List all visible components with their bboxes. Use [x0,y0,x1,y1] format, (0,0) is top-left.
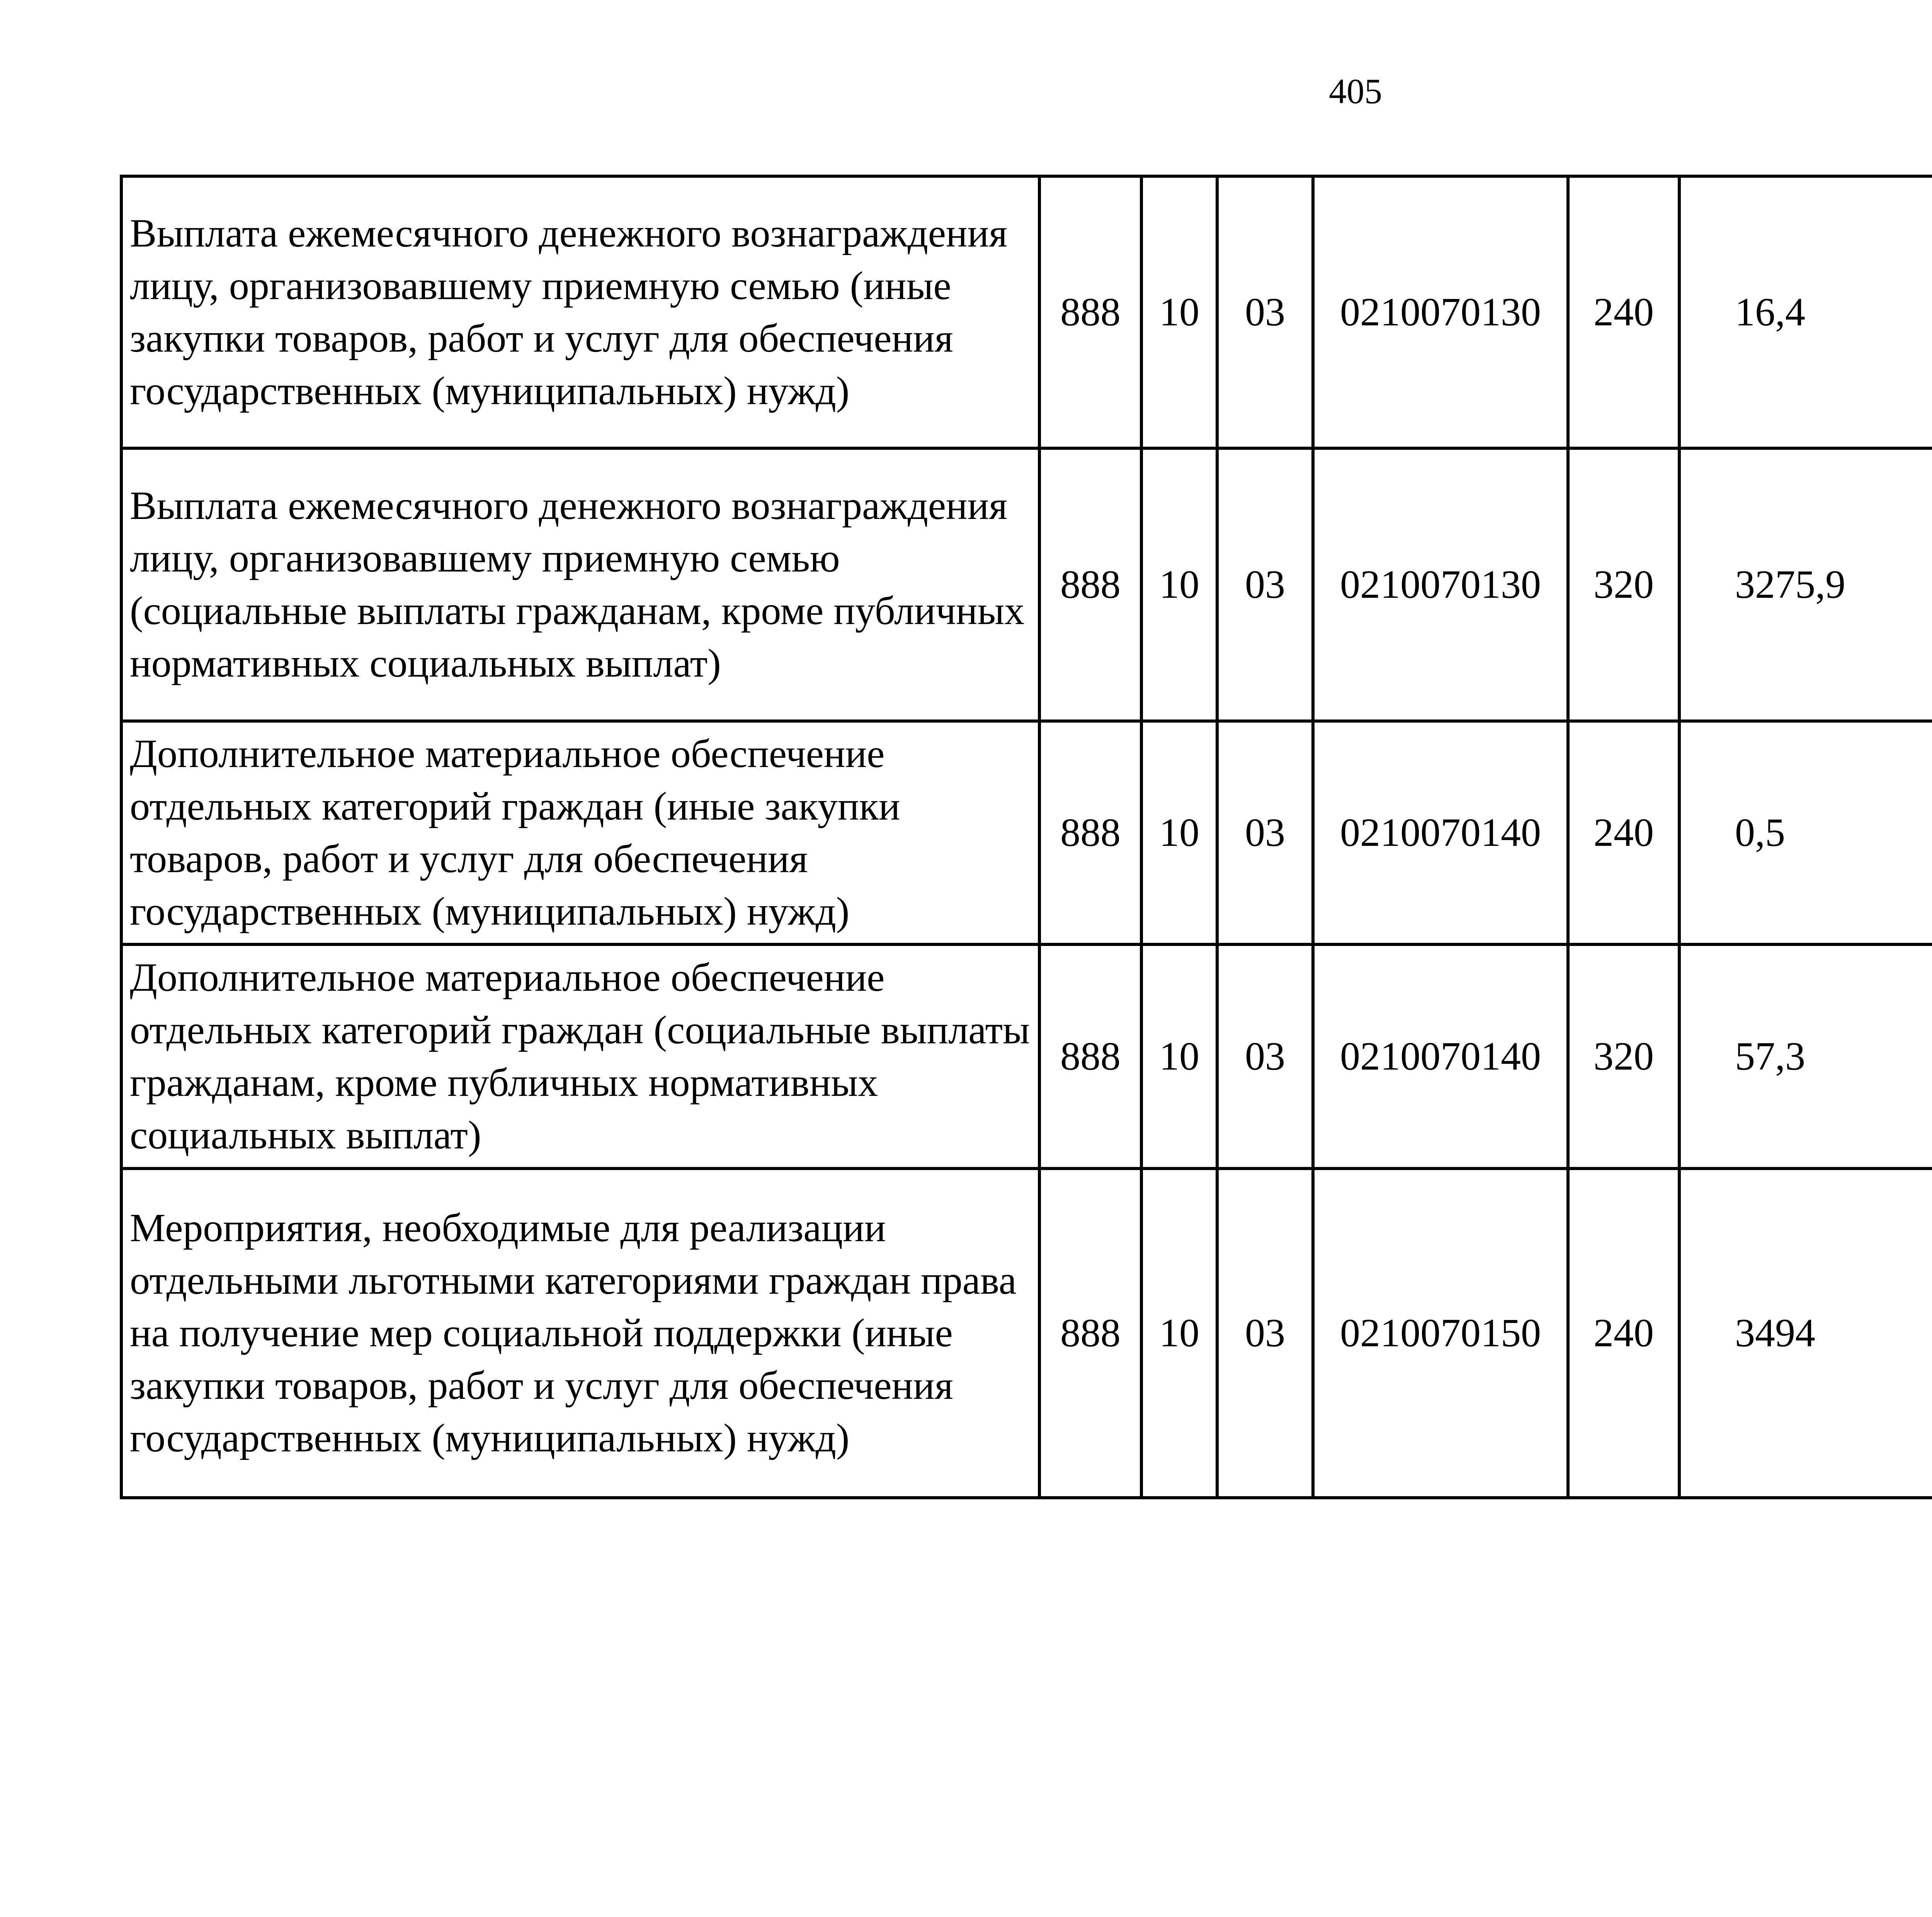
subsection-code: 03 [1217,448,1313,721]
row-description: Дополнительное материальное обеспечение отдельных категорий граждан (социальные выплаты гражданам, кроме публичных нормативных социальных выплат) [121,944,1039,1169]
ministry-code: 888 [1039,721,1141,944]
amount-year-1: 0,5 [1679,721,1932,944]
table-row [121,448,1932,721]
expense-type-code: 240 [1568,721,1679,944]
expense-type-code: 320 [1568,448,1679,721]
subsection-code: 03 [1217,176,1313,448]
target-article-code: 0210070130 [1313,448,1568,721]
target-article-code: 0210070150 [1313,1169,1568,1498]
section-code: 10 [1141,1169,1217,1498]
subsection-code: 03 [1217,944,1313,1169]
ministry-code: 888 [1039,448,1141,721]
target-article-code: 0210070140 [1313,944,1568,1169]
expense-type-code: 320 [1568,944,1679,1169]
expense-type-code: 240 [1568,176,1679,448]
row-description: Выплата ежемесячного денежного вознаграждения лицу, организовавшему приемную семью (иные закупки товаров, работ и услуг для обеспечения государственных (муниципальных) нужд) [121,176,1039,448]
amount-year-1: 16,4 [1679,176,1932,448]
page-number: 405 [1329,71,1382,111]
amount-year-1: 57,3 [1679,944,1932,1169]
section-code: 10 [1141,944,1217,1169]
amount-year-1: 3494 [1679,1169,1932,1498]
budget-table [120,175,1932,1499]
target-article-code: 0210070140 [1313,721,1568,944]
ministry-code: 888 [1039,176,1141,448]
table-row [121,721,1932,944]
section-code: 10 [1141,448,1217,721]
table-row [121,176,1932,448]
target-article-code: 0210070130 [1313,176,1568,448]
section-code: 10 [1141,721,1217,944]
table-row [121,944,1932,1169]
row-description: Выплата ежемесячного денежного вознаграждения лицу, организовавшему приемную семью (социальные выплаты гражданам, кроме публичных нормативных социальных выплат) [121,448,1039,721]
expense-type-code: 240 [1568,1169,1679,1498]
row-description: Дополнительное материальное обеспечение отдельных категорий граждан (иные закупки товаров, работ и услуг для обеспечения государственных (муниципальных) нужд) [121,721,1039,944]
amount-year-1: 3275,9 [1679,448,1932,721]
table-row [121,1169,1932,1498]
subsection-code: 03 [1217,721,1313,944]
subsection-code: 03 [1217,1169,1313,1498]
row-description: Мероприятия, необходимые для реализации отдельными льготными категориями граждан права на получение мер социальной поддержки (иные закупки товаров, работ и услуг для обеспечения государственных (муниципальных) нужд) [121,1169,1039,1498]
section-code: 10 [1141,176,1217,448]
ministry-code: 888 [1039,1169,1141,1498]
ministry-code: 888 [1039,944,1141,1169]
